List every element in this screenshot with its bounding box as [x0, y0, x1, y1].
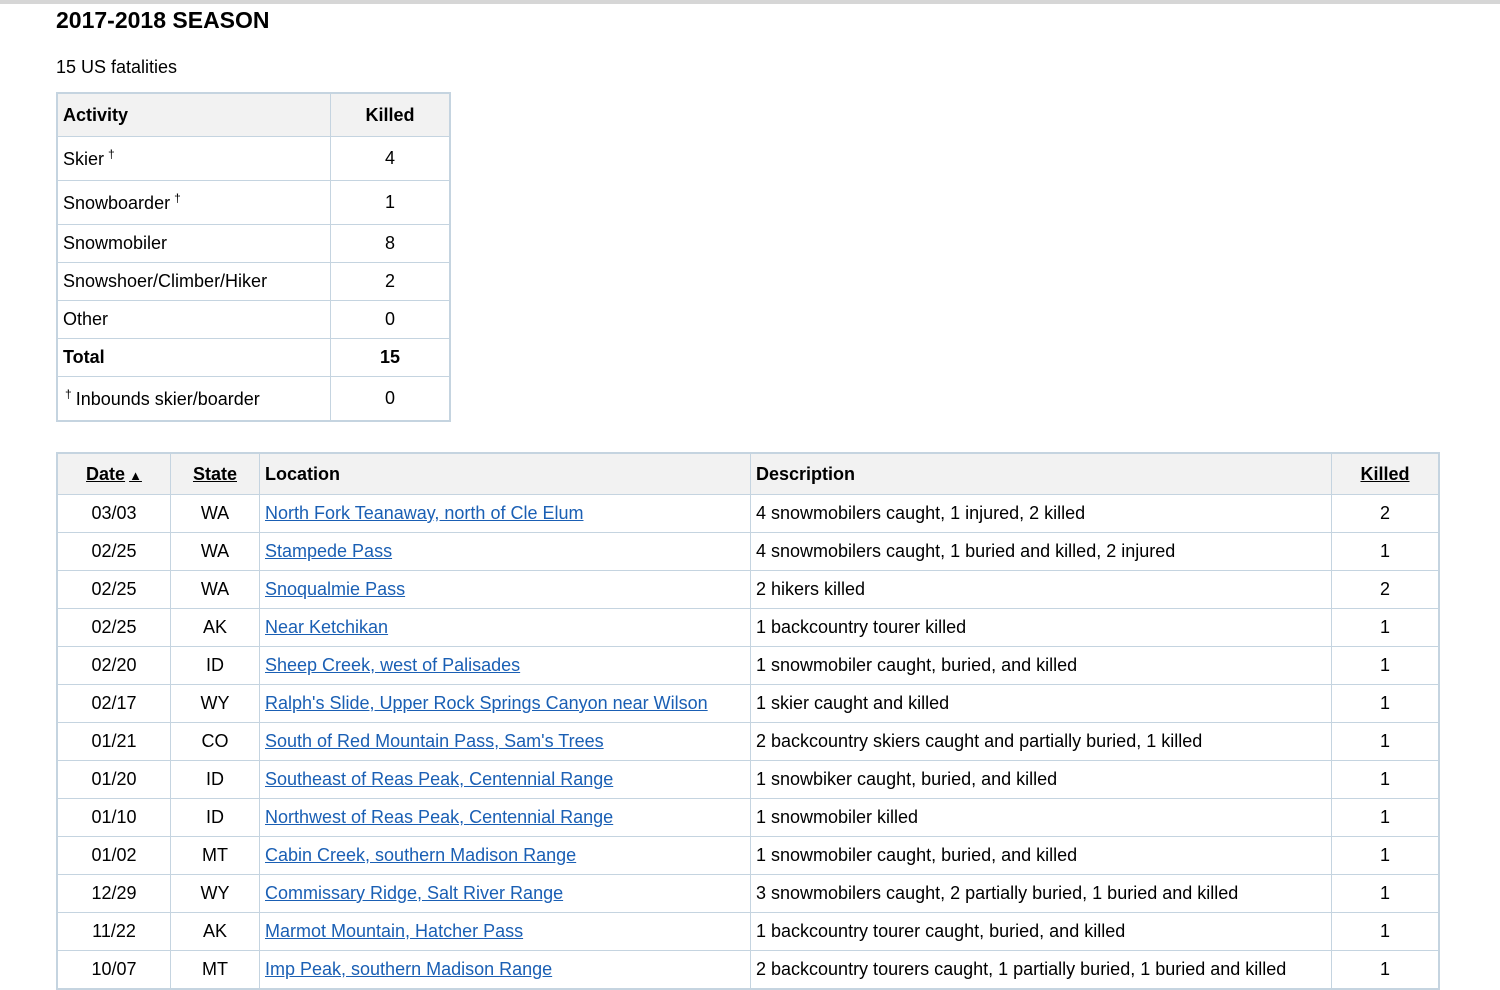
summary-row-skier [57, 137, 450, 181]
location-link[interactable]: Southeast of Reas Peak, Centennial Range [265, 769, 614, 789]
state-cell: WA [171, 533, 260, 571]
killed-cell: 1 [1332, 723, 1440, 761]
location-link[interactable]: Sheep Creek, west of Palisades [265, 655, 521, 675]
state-column-header[interactable]: State [171, 453, 260, 495]
table-row [57, 799, 1439, 837]
state-cell: ID [171, 647, 260, 685]
location-cell [260, 647, 751, 685]
inbounds-count: 0 [331, 377, 451, 422]
location-link[interactable]: Snoqualmie Pass [265, 579, 406, 599]
description-cell: 4 snowmobilers caught, 1 buried and killed, 2 injured [751, 533, 1332, 571]
description-cell: 2 backcountry tourers caught, 1 partially buried, 1 buried and killed [751, 951, 1332, 990]
summary-row-inbounds [57, 377, 450, 422]
table-row [57, 495, 1439, 533]
activity-label: Other [57, 301, 331, 339]
date-cell: 01/10 [57, 799, 171, 837]
location-link[interactable]: North Fork Teanaway, north of Cle Elum [265, 503, 584, 523]
location-column-header: Location [260, 453, 751, 495]
description-cell: 1 skier caught and killed [751, 685, 1332, 723]
location-link[interactable]: South of Red Mountain Pass, Sam's Trees [265, 731, 604, 751]
table-row [57, 723, 1439, 761]
top-divider [0, 0, 1500, 4]
location-link[interactable]: Cabin Creek, southern Madison Range [265, 845, 577, 865]
killed-column-header[interactable]: Killed [1332, 453, 1440, 495]
location-link[interactable]: Ralph's Slide, Upper Rock Springs Canyon near Wilson [265, 693, 708, 713]
location-link[interactable]: Northwest of Reas Peak, Centennial Range [265, 807, 614, 827]
activity-label: Snowshoer/Climber/Hiker [57, 263, 331, 301]
killed-count: 8 [331, 225, 451, 263]
date-cell: 01/02 [57, 837, 171, 875]
table-row [57, 951, 1439, 990]
date-cell: 03/03 [57, 495, 171, 533]
state-cell: CO [171, 723, 260, 761]
description-cell: 1 snowmobiler caught, buried, and killed [751, 647, 1332, 685]
date-header-label: Date [86, 463, 126, 484]
activity-column-header: Activity [57, 93, 331, 137]
table-row [57, 875, 1439, 913]
date-cell: 11/22 [57, 913, 171, 951]
location-link[interactable]: Commissary Ridge, Salt River Range [265, 883, 564, 903]
table-row [57, 571, 1439, 609]
summary-row-total [57, 339, 450, 377]
table-row [57, 913, 1439, 951]
incidents-table [56, 452, 1440, 990]
location-cell [260, 761, 751, 799]
state-cell: AK [171, 609, 260, 647]
activity-summary-table [56, 92, 451, 422]
location-cell [260, 685, 751, 723]
summary-row-snowshoer [57, 263, 450, 301]
killed-cell: 1 [1332, 837, 1440, 875]
killed-cell: 1 [1332, 533, 1440, 571]
killed-column-header: Killed [331, 93, 451, 137]
killed-cell: 1 [1332, 685, 1440, 723]
inbounds-label: Inbounds skier/boarder [75, 389, 260, 409]
killed-count: 4 [331, 137, 451, 181]
summary-row-snowmobiler [57, 225, 450, 263]
state-cell: WA [171, 495, 260, 533]
description-cell: 1 snowbiker caught, buried, and killed [751, 761, 1332, 799]
killed-count: 2 [331, 263, 451, 301]
state-cell: MT [171, 951, 260, 990]
location-cell [260, 609, 751, 647]
summary-row-snowboarder [57, 181, 450, 225]
total-count: 15 [331, 339, 451, 377]
date-column-header[interactable] [57, 453, 171, 495]
date-cell: 10/07 [57, 951, 171, 990]
killed-cell: 1 [1332, 609, 1440, 647]
description-cell: 2 hikers killed [751, 571, 1332, 609]
description-column-header: Description [751, 453, 1332, 495]
activity-label: Snowmobiler [57, 225, 331, 263]
killed-cell: 1 [1332, 951, 1440, 990]
description-cell: 1 snowmobiler caught, buried, and killed [751, 837, 1332, 875]
location-cell [260, 723, 751, 761]
table-row [57, 609, 1439, 647]
location-cell [260, 951, 751, 990]
killed-cell: 1 [1332, 761, 1440, 799]
state-cell: MT [171, 837, 260, 875]
table-row [57, 533, 1439, 571]
table-row [57, 685, 1439, 723]
state-cell: WY [171, 875, 260, 913]
state-cell: ID [171, 761, 260, 799]
killed-cell: 1 [1332, 913, 1440, 951]
date-cell: 02/17 [57, 685, 171, 723]
description-cell: 3 snowmobilers caught, 2 partially buried, 1 buried and killed [751, 875, 1332, 913]
activity-label: Skier [63, 149, 105, 169]
sort-ascending-icon: ▲ [129, 467, 142, 483]
dagger-mark: † [65, 387, 72, 401]
date-cell: 01/20 [57, 761, 171, 799]
date-cell: 01/21 [57, 723, 171, 761]
location-cell [260, 571, 751, 609]
activity-label: Snowboarder [63, 193, 171, 213]
page-title: 2017-2018 SEASON [56, 7, 270, 33]
state-cell: ID [171, 799, 260, 837]
summary-header-row [57, 93, 450, 137]
incidents-header-row [57, 453, 1439, 495]
table-row [57, 761, 1439, 799]
state-cell: AK [171, 913, 260, 951]
state-cell: WY [171, 685, 260, 723]
location-cell [260, 913, 751, 951]
location-cell [260, 533, 751, 571]
killed-cell: 2 [1332, 571, 1440, 609]
description-cell: 4 snowmobilers caught, 1 injured, 2 killed [751, 495, 1332, 533]
total-label: Total [57, 339, 331, 377]
description-cell: 1 backcountry tourer caught, buried, and killed [751, 913, 1332, 951]
date-cell: 02/20 [57, 647, 171, 685]
date-cell: 02/25 [57, 533, 171, 571]
location-link[interactable]: Near Ketchikan [265, 617, 389, 637]
date-cell: 12/29 [57, 875, 171, 913]
killed-cell: 1 [1332, 875, 1440, 913]
killed-cell: 1 [1332, 799, 1440, 837]
dagger-mark: † [108, 147, 115, 161]
killed-count: 1 [331, 181, 451, 225]
date-cell: 02/25 [57, 609, 171, 647]
description-cell: 1 backcountry tourer killed [751, 609, 1332, 647]
fatalities-count: 15 US fatalities [56, 57, 178, 77]
location-link[interactable]: Stampede Pass [265, 541, 393, 561]
dagger-mark: † [174, 191, 181, 205]
table-row [57, 837, 1439, 875]
location-cell [260, 837, 751, 875]
killed-cell: 1 [1332, 647, 1440, 685]
state-cell: WA [171, 571, 260, 609]
table-row [57, 647, 1439, 685]
location-cell [260, 875, 751, 913]
location-link[interactable]: Marmot Mountain, Hatcher Pass [265, 921, 524, 941]
summary-row-other [57, 301, 450, 339]
description-cell: 2 backcountry skiers caught and partially buried, 1 killed [751, 723, 1332, 761]
description-cell: 1 snowmobiler killed [751, 799, 1332, 837]
date-cell: 02/25 [57, 571, 171, 609]
killed-count: 0 [331, 301, 451, 339]
location-link[interactable]: Imp Peak, southern Madison Range [265, 959, 553, 979]
location-cell [260, 495, 751, 533]
killed-cell: 2 [1332, 495, 1440, 533]
location-cell [260, 799, 751, 837]
